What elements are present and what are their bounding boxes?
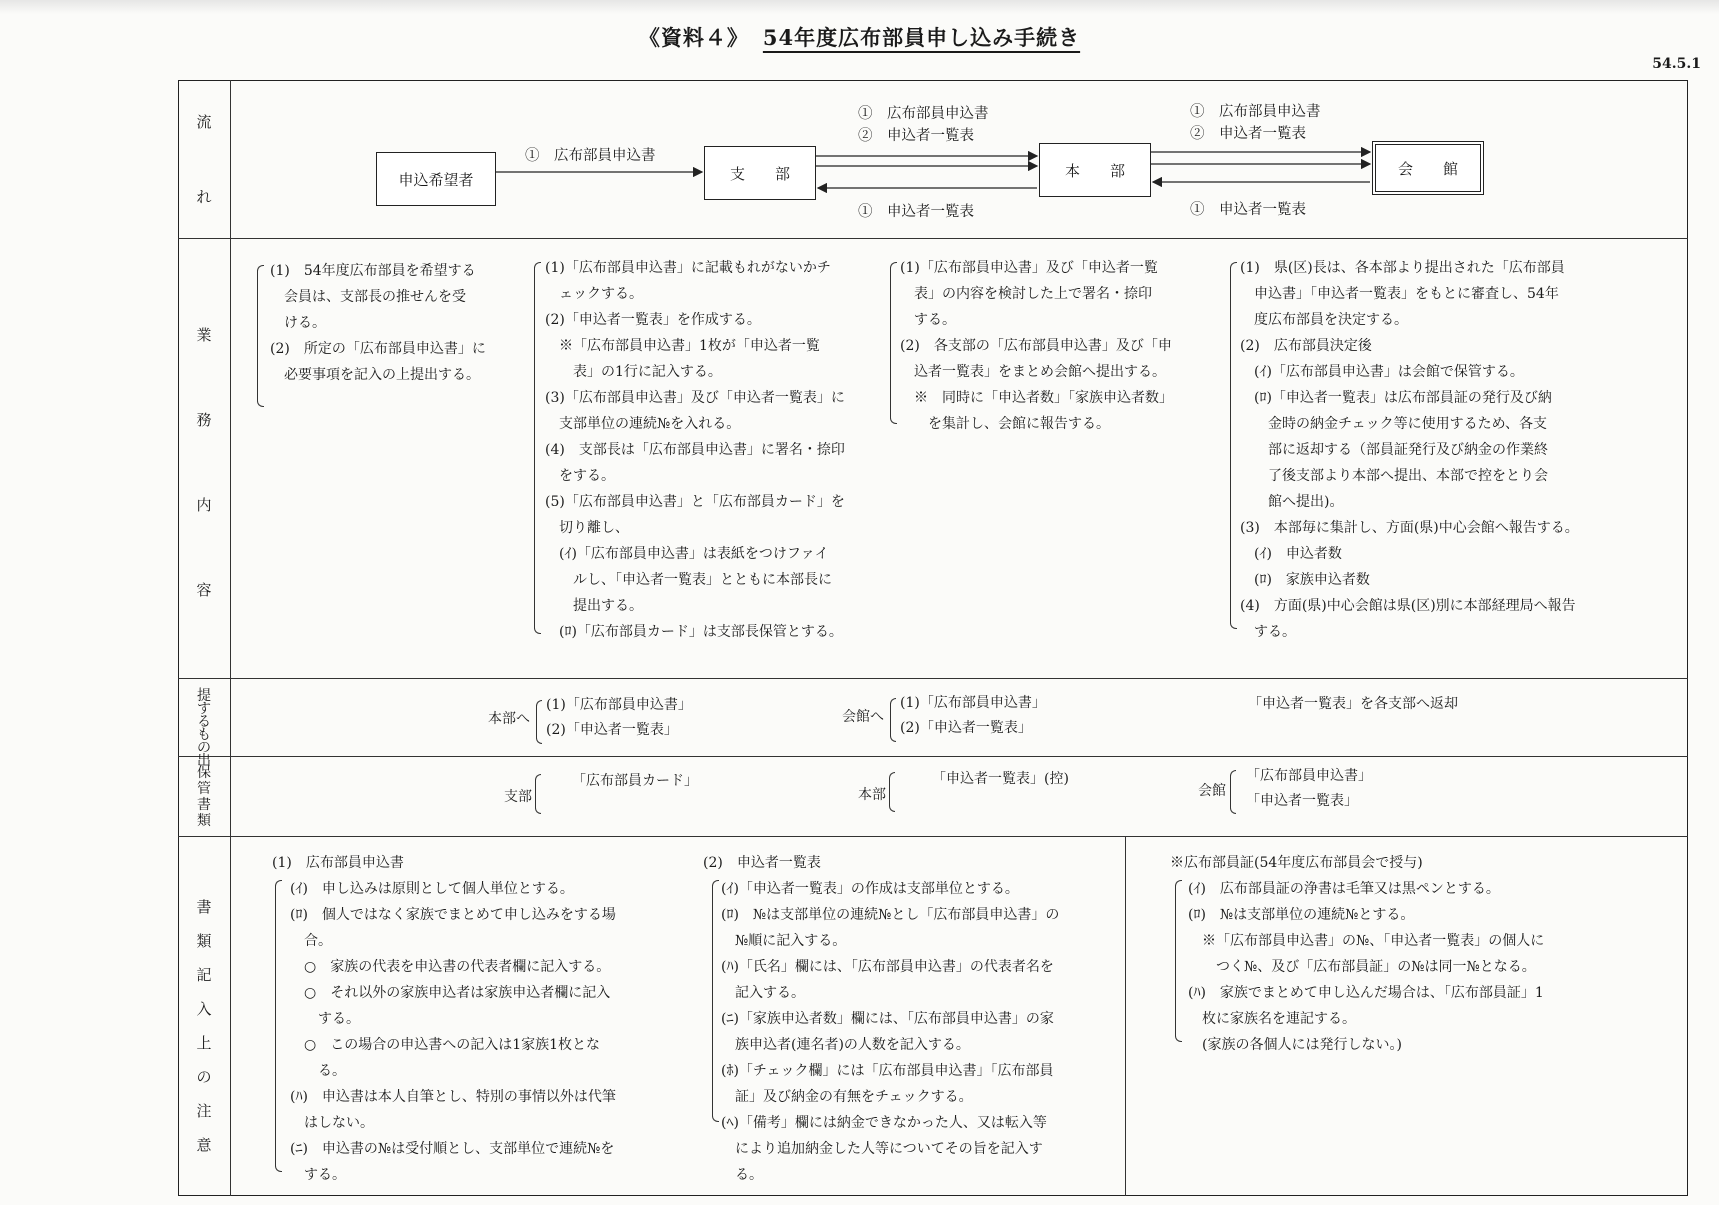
storage-branch-label: 支部	[504, 789, 532, 805]
storage-hall-label: 会館	[1198, 783, 1226, 799]
label-column-divider	[230, 80, 231, 1196]
title-prefix: 《資料４》	[638, 25, 749, 50]
notes-column-divider	[1125, 836, 1126, 1196]
flow-label-hall-to-hq: ① 申込者一覧表	[1190, 202, 1306, 218]
title-main: 54年度広布部員申し込み手続き	[762, 25, 1081, 50]
bracket-storage-branch	[535, 774, 541, 814]
bracket-storage-hall	[1230, 770, 1236, 814]
submit-to-hall-label: 会館へ	[842, 709, 884, 725]
duties-hq: (1)「広布部員申込書」及び「申込者一覧 表」の内容を検討した上で署名・捺印 する。 (2) 各支部の「広布部員申込書」及び「申 込者一覧表」をまとめ会館へ提出する。 ※ 同時に「申込者数」「家族申込者数」 を集計し、会館に報告する。	[900, 260, 1173, 432]
storage-branch-items: 「広布部員カード」	[572, 773, 698, 789]
notes-applicant-list: (2) 申込者一覧表 (ｲ)「申込者一覧表」の作成は支部単位とする。 (ﾛ) №は支部単位の連続№とし「広布部員申込書」の №順に記入する。 (ﾊ)「氏名」欄には、「広布部員申込書」の代表者名を 記入する。 (ﾆ)「家族申込者数」欄には、「広布部員申込書」の家 族申込者(連名者)の人数を記入する。 (ﾎ)「チェック欄」には「広布部員申込書」「広布部員 証」及び納金の有無をチェックする。 (ﾍ)「備考」欄には納金できなかった人、又は転入等 により追加納金した人等についてその旨を記入す る。	[703, 855, 1060, 1183]
bracket-duties-4	[1230, 262, 1237, 629]
bracket-duties-3	[890, 262, 897, 424]
row-divider-duties	[178, 678, 1688, 679]
flow-label-hq-to-hall-2: ② 申込者一覧表	[1190, 126, 1306, 142]
duties-hall: (1) 県(区)長は、各本部より提出された「広布部員 申込書」「申込者一覧表」をもとに審査し、54年 度広布部員を決定する。 (2) 広布部員決定後 (ｲ)「広布部員申込書」は会館で保管する。 (ﾛ)「申込者一覧表」は広布部員証の発行及び納 金時の納金チェック等に使用するため、各支 部に返却する（部員証発行及び納金の作業終 了後支部より本部へ提出、本部で控をとり会 館へ提出)。 (3) 本部毎に集計し、方面(県)中心会館へ報告する。 (ｲ) 申込者数 (ﾛ) 家族申込者数 (4) 方面(県)中心会館は県(区)別に本部経理局へ報告 する。	[1240, 260, 1579, 640]
submit-to-hq-label: 本部へ	[488, 711, 530, 727]
bracket-duties-1	[257, 265, 264, 407]
flow-label-hq-to-branch: ① 申込者一覧表	[858, 204, 974, 220]
duties-branch: (1)「広布部員申込書」に記載もれがないかチ ェックする。 (2)「申込者一覧表」を作成する。 ※「広布部員申込書」1枚が「申込者一覧 表」の1行に記入する。 (3)「広布部員申込書」及び「申込者一覧表」に 支部単位の連続№を入れる。 (4) 支部長は「広布部員申込書」に署名・捺印 をする。 (5)「広布部員申込書」と「広布部員カード」を 切り離し、 (ｲ)「広布部員申込書」は表紙をつけファイ ルし、「申込者一覧表」とともに本部長に 提出する。 (ﾛ)「広布部員カード」は支部長保管とする。	[545, 260, 845, 640]
node-applicant: 申込希望者	[376, 152, 496, 206]
storage-hq-label: 本部	[858, 787, 886, 803]
duties-applicant: (1) 54年度広布部員を希望する 会員は、支部長の推せんを受 ける。 (2) 所定の「広布部員申込書」に 必要事項を記入の上提出する。	[270, 263, 486, 383]
notes-member-certificate: ※広布部員証(54年度広布部員会で授与) (ｲ) 広布部員証の浄書は毛筆又は黒ペンとする。 (ﾛ) №は支部単位の連続№とする。 ※「広布部員申込書」の№、「申込者一覧表」の個人に つく№、及び「広布部員証」の№は同一№となる。 (ﾊ) 家族でまとめて申し込んだ場合は、「広布部員証」1 枚に家族名を連記する。 (家族の各個人には発行しない。)	[1170, 855, 1545, 1053]
node-hall: 会 館	[1372, 141, 1484, 195]
storage-hq-items: 「申込者一覧表」(控)	[932, 771, 1069, 787]
notes-application-form: (1) 広布部員申込書 (ｲ) 申し込みは原則として個人単位とする。 (ﾛ) 個人ではなく家族でまとめて申し込みをする場 合。 ○ 家族の代表を申込書の代表者欄に記入する。 ○ それ以外の家族申込者は家族申込者欄に記入 する。 ○ この場合の申込書への記入は1家族1枚とな る。 (ﾊ) 申込書は本人自筆とし、特別の事情以外は代筆 はしない。 (ﾆ) 申込書の№は受付順とし、支部単位で連続№を する。	[272, 855, 616, 1183]
label-flow: 流 れ	[196, 113, 212, 206]
flow-label-branch-to-hq-1: ① 広布部員申込書	[858, 106, 989, 122]
row-divider-storage	[178, 836, 1688, 837]
label-duties: 業 務 内 容	[196, 326, 212, 599]
storage-hall-items: 「広布部員申込書」 「申込者一覧表」	[1246, 768, 1372, 809]
bracket-storage-hq	[889, 772, 895, 812]
bracket-submit-hq	[536, 700, 542, 744]
submit-to-hall-items: (1)「広布部員申込書」 (2)「申込者一覧表」	[900, 695, 1046, 736]
label-storage: 保 管 書 類	[197, 765, 211, 829]
submit-to-hq-items: (1)「広布部員申込書」 (2)「申込者一覧表」	[546, 697, 692, 738]
bracket-duties-2	[534, 262, 541, 634]
row-divider-submit	[178, 756, 1688, 757]
flow-label-hq-to-hall-1: ① 広布部員申込書	[1190, 104, 1321, 120]
node-hq: 本 部	[1039, 143, 1151, 197]
bracket-submit-hall	[890, 698, 896, 742]
flow-label-applicant-to-branch: ① 広布部員申込書	[525, 148, 656, 164]
label-notes: 書 類 記 入 上 の 注 意	[196, 898, 212, 1154]
submit-return-note: 「申込者一覧表」を各支部へ返却	[1248, 696, 1458, 712]
node-branch: 支 部	[704, 146, 816, 200]
document-date: 54.5.1	[1652, 56, 1701, 72]
flow-label-branch-to-hq-2: ② 申込者一覧表	[858, 128, 974, 144]
label-submit: 提 す る も の 出	[197, 688, 211, 769]
